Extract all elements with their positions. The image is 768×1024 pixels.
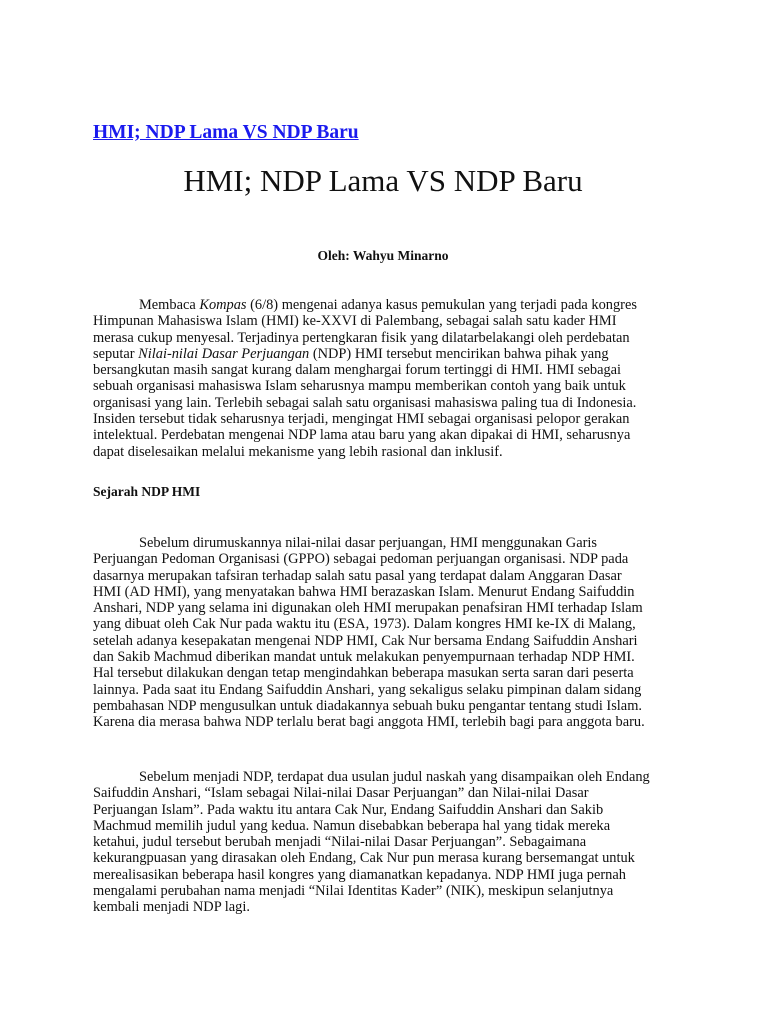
intro-text-c: (6/8) mengenai adanya kasus pemukulan yang terjadi pada kongres Himpunan Mahasiswa Islam (HMI) ke-XXVI di Palembang, sebagai salah satu kader HMI merasa cukup menyesal. Terjadinya pertengkaran fisik yang dilatarbelakangi oleh perdebatan seputar: [93, 297, 637, 362]
article-author: Oleh: Wahyu Minarno: [317, 248, 449, 263]
article-title-link[interactable]: HMI; NDP Lama VS NDP Baru: [93, 122, 359, 143]
paragraph-intro: [93, 297, 653, 460]
naming-text: Sebelum menjadi NDP, terdapat dua usulan judul naskah yang disampaikan oleh Endang Saifuddin Anshari, “Islam sebagai Nilai-nilai Dasar Perjuangan” dan Nilai-nilai Dasar Perjuangan Islam”. Pada waktu itu antara Cak Nur, Endang Saifuddin Anshari dan Sakib Machmud memilih judul yang kedua. Namun disebabkan beberapa hal yang tidak mereka ketahui, judul tersebut berubah menjadi “Nilai-nilai Dasar Perjuangan”. Sebagaimana kekurangpuasan yang dirasakan oleh Endang, Cak Nur pun merasa kurang bersemangat untuk merealisasikan beberapa hasil kongres yang diamanatkan kepadanya. NDP HMI juga pernah mengalami perubahan nama menjadi “Nilai Identitas Kader” (NIK), meskipun selanjutnya kembali menjadi NDP lagi.: [93, 769, 650, 916]
history-text: Sebelum dirumuskannya nilai-nilai dasar perjuangan, HMI menggunakan Garis Perjuangan Pedoman Organisasi (GPPO) sebagai pedoman perjuangan organisasi. NDP pada dasarnya merupakan tafsiran terhadap salah satu pasal yang terdapat dalam Anggaran Dasar HMI (AD HMI), yang menyatakan bahwa HMI berazaskan Islam. Menurut Endang Saifuddin Anshari, NDP yang selama ini digunakan oleh HMI merupakan penafsiran HMI terhadap Islam yang dibuat oleh Cak Nur pada waktu itu (ESA, 1973). Dalam kongres HMI ke-IX di Malang, setelah adanya kesepakatan mengenai NDP HMI, Cak Nur bersama Endang Saifuddin Anshari dan Sakib Machmud diberikan mandat untuk melakukan penyempurnaan terhadap NDP HMI. Hal tersebut dilakukan dengan tetap mengindahkan beberapa masukan serta saran dari peserta lainnya. Pada saat itu Endang Saifuddin Anshari, yang sekaligus selaku pimpinan dalam sidang pembahasan NDP mengusulkan untuk diadakannya sebuah buku pengantar tentang studi Islam. Karena dia merasa bahwa NDP terlalu berat bagi anggota HMI, terlebih bagi para anggota baru.: [93, 535, 645, 731]
intro-text-ndp-term: Nilai-nilai Dasar Perjuangan: [138, 345, 310, 362]
paragraph-history: [93, 535, 653, 731]
intro-text-kompas: Kompas: [199, 297, 247, 313]
intro-text-a: Membaca: [139, 297, 200, 313]
intro-text-e: (NDP) HMI tersebut mencirikan bahwa pihak yang bersangkutan masih sangat kurang dalam menghargai forum tertinggi di HMI. HMI sebagai sebuah organisasi mahasiswa Islam seharusnya mampu memberikan contoh yang baik untuk organisasi yang lain. Terlebih sebagai salah satu organisasi mahasiswa paling tua di Indonesia. Insiden tersebut tidak seharusnya terjadi, mengingat HMI sebagai organisasi pelopor gerakan intelektual. Perdebatan mengenai NDP lama atau baru yang akan dipakai di HMI, seharusnya dapat diselesaikan melalui mekanisme yang lebih rasional dan inklusif.: [93, 345, 637, 460]
article-title: HMI; NDP Lama VS NDP Baru: [183, 163, 583, 198]
paragraph-naming: [93, 769, 653, 916]
section-heading: Sejarah NDP HMI: [93, 484, 201, 499]
